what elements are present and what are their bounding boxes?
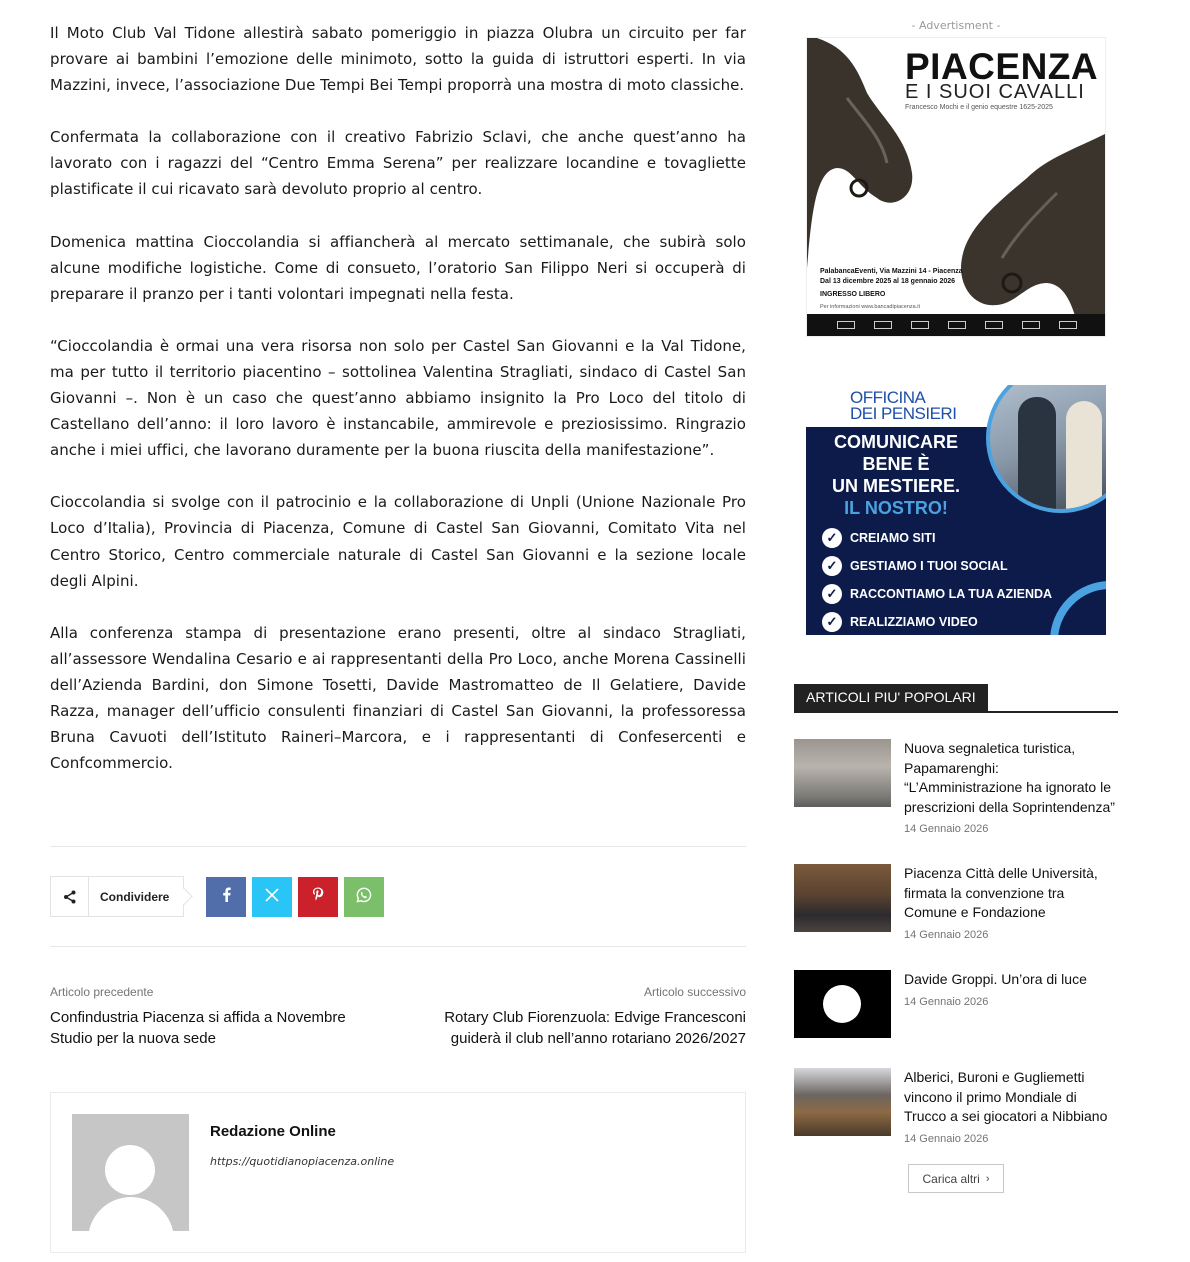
ad-service-item: ✓ RACCONTIAMO LA TUA AZIENDA [822, 580, 1052, 608]
article-thumbnail[interactable] [794, 1068, 891, 1136]
article-thumbnail[interactable] [794, 864, 891, 932]
divider [50, 846, 746, 847]
article-paragraph: Il Moto Club Val Tidone allestirà sabato pomeriggio in piazza Olubra un circuito per far provare ai bambini l’emozione delle minimoto, sotto la guida di istruttori esperti. In via Mazzini, invece, l’associazione Due Tempi Bei Tempi proporrà una mostra di moto classiche. [50, 24, 746, 95]
article-paragraph: Cioccolandia si svolge con il patrocinio e la collaborazione di Unpli (Unione Nazionale Pro Loco d’Italia), Provincia di Piacenza, Comune di Castel San Giovanni, Comitato Vita nel Centro Storico, Centro commerciale naturale di Castel San Giovanni e la sezione locale degli Alpini. [50, 493, 746, 590]
ad-logo-line: DEI PENSIERI [850, 404, 957, 423]
pinterest-icon [312, 887, 324, 906]
ad-entry: INGRESSO LIBERO [820, 291, 886, 298]
author-name[interactable]: Redazione Online [210, 1123, 336, 1140]
avatar-body-shape [88, 1197, 174, 1231]
avatar-head-shape [105, 1145, 155, 1195]
ad-service-list [822, 524, 1052, 635]
ad-headline [806, 431, 986, 519]
ad-subtitle: E I SUOI CAVALLI [905, 81, 1085, 103]
ad-headline-line: UN MESTIERE. [831, 476, 960, 496]
article-body [50, 20, 746, 802]
popular-article-link[interactable]: Alberici, Buroni e Gugliemetti vincono il primo Mondiale di Trucco a sei giocatori a Nibbiano [904, 1069, 1108, 1124]
ad-sponsor-logos [807, 314, 1106, 336]
author-url[interactable]: https://quotidianopiacenza.online [210, 1155, 395, 1168]
previous-article-link[interactable]: Confindustria Piacenza si affida a Novembre Studio per la nuova sede [50, 1009, 346, 1047]
ad-more-info: Per informazioni www.bancadipiacenza.it [820, 304, 920, 310]
article-paragraph: Domenica mattina Cioccolandia si affiancherà al mercato settimanale, che subirà solo alcune modifiche logistiche. Come di consueto, l’oratorio San Filippo Neri si occuperà di preparare il pranzo per i tanti volontari impegnati nella festa. [50, 232, 746, 303]
check-icon: ✓ [822, 584, 842, 604]
ad-service-item: ✓ REALIZZIAMO VIDEO [822, 608, 1052, 635]
ad-dates: Dal 13 dicembre 2025 al 18 gennaio 2026 [820, 277, 956, 285]
next-article-label: Articolo successivo [643, 985, 746, 999]
previous-article-label: Articolo precedente [50, 985, 154, 999]
ad-service-item: ✓ CREIAMO SITI [822, 524, 1052, 552]
ad-info [820, 267, 980, 286]
pinterest-share-button[interactable] [298, 877, 338, 917]
ad-service-item: ✓ GESTIAMO I TUOI SOCIAL [822, 552, 1052, 580]
popular-article-link[interactable]: Davide Groppi. Un’ora di luce [904, 971, 1087, 987]
ad-venue: PalabancaEventi, Via Mazzini 14 - Piacenza [820, 268, 963, 275]
check-icon: ✓ [822, 528, 842, 548]
whatsapp-share-button[interactable] [344, 877, 384, 917]
facebook-icon [222, 887, 231, 906]
horse-statue-image [957, 133, 1106, 337]
ad-banner-piacenza[interactable] [806, 37, 1106, 337]
facebook-share-button[interactable] [206, 877, 246, 917]
load-more-label: Carica altri [922, 1171, 980, 1186]
next-article [416, 985, 746, 1049]
ad-decorative-arc [1050, 581, 1106, 635]
x-share-button[interactable] [252, 877, 292, 917]
divider [50, 946, 746, 947]
ad-logo-line: OFFICINA [850, 388, 926, 407]
x-icon [265, 887, 279, 906]
share-bar [50, 876, 384, 917]
article-paragraph: “Cioccolandia è ormai una vera risorsa non solo per Castel San Giovanni e la Val Tidone, ma per tutto il territorio piacentino – sottolinea Valentina Stragliati, sindaco di Castel San Giovanni –. Non è un caso che quest’anno abbiamo insignito la Pro Loco del titolo di Castellano dell’anno: il loro lavoro è instancabile, ammirevole e preziosissimo. Ringrazio anche i miei uffici, che lavorano duramente per la buona riuscita della manifestazione”. [50, 336, 746, 460]
share-label-box[interactable] [50, 876, 184, 917]
ad-headline-accent: IL NOSTRO! [844, 498, 948, 518]
article-thumbnail[interactable] [794, 739, 891, 807]
ad-title: PIACENZA [905, 46, 1099, 87]
popular-article-date: 14 Gennaio 2026 [904, 995, 989, 1008]
check-icon: ✓ [822, 556, 842, 576]
share-icon [51, 877, 89, 916]
article-paragraph: Alla conferenza stampa di presentazione erano presenti, oltre al sindaco Stragliati, all’assessore Wendalina Cesario e ai rappresentanti della Pro Loco, anche Morena Cassinelli dell’Azienda Bardini, don Simone Tosetti, Davide Mastromatteo de Il Gelatiere, Davide Razza, manager dell’ufficio consulenti finanziari di Castel San Giovanni, la professoressa Bruna Cavuoti dell’Istituto Raineri–Marcora, e i rappresentanti di Confesercenti e Confcommercio. [50, 623, 746, 773]
popular-article-date: 14 Gennaio 2026 [904, 1132, 989, 1145]
popular-article-date: 14 Gennaio 2026 [904, 928, 989, 941]
popular-articles-header [794, 684, 1118, 713]
popular-article-link[interactable]: Piacenza Città delle Università, firmata la convenzione tra Comune e Fondazione [904, 865, 1098, 920]
ad-tagline: Francesco Mochi e il genio equestre 1625-2025 [905, 104, 1053, 111]
popular-article-link[interactable]: Nuova segnaletica turistica, Papamarenghi: “L’Amministrazione ha ignorato le prescrizioni della Soprintendenza” [904, 740, 1115, 815]
ad-banner-officina[interactable] [806, 385, 1106, 635]
load-more-button[interactable] [908, 1164, 1004, 1193]
whatsapp-icon [356, 887, 372, 907]
article-thumbnail[interactable] [794, 970, 891, 1038]
author-box [50, 1092, 746, 1253]
popular-article-date: 14 Gennaio 2026 [904, 823, 989, 835]
popular-articles-title: ARTICOLI PIU' POPOLARI [794, 684, 988, 711]
ad-logo [850, 390, 956, 422]
ad-label: - Advertisment - [911, 19, 1001, 32]
chevron-right-icon: › [985, 1172, 990, 1185]
next-article-link[interactable]: Rotary Club Fiorenzuola: Edvige Francesconi guiderà il club nell’anno rotariano 2026/2027 [444, 1009, 746, 1047]
ad-people-photo [986, 385, 1106, 513]
check-icon: ✓ [822, 612, 842, 632]
article-paragraph: Confermata la collaborazione con il creativo Fabrizio Sclavi, che anche quest’anno ha lavorato con i ragazzi del “Centro Emma Serena” per realizzare locandine e tovagliette plastificate il cui ricavato sarà devoluto proprio al centro. [50, 128, 746, 199]
previous-article [50, 985, 380, 1049]
ad-headline-line: COMUNICARE [834, 432, 958, 452]
share-label: Condividere [100, 889, 170, 904]
ad-headline-line: BENE È [862, 454, 930, 474]
avatar[interactable] [72, 1114, 189, 1231]
